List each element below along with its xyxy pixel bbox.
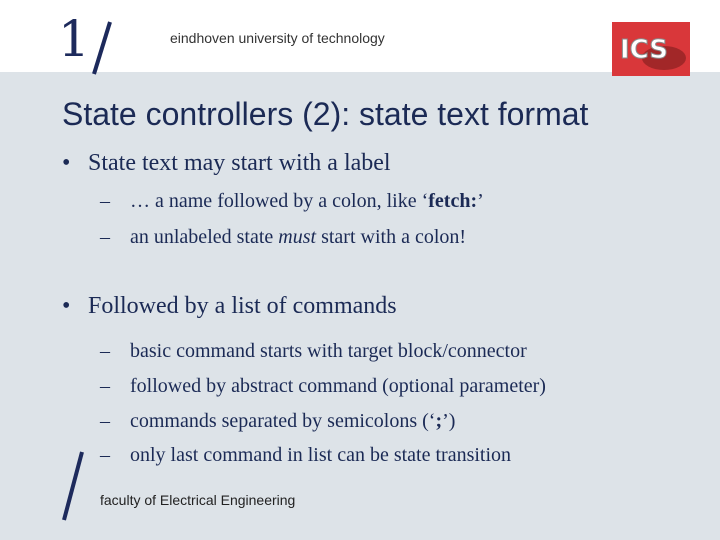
sub-dash: – [100, 226, 110, 248]
sub-dash: – [100, 375, 110, 397]
ics-logo [612, 22, 690, 76]
university-name: eindhoven university of technology [170, 30, 385, 46]
sub-text [130, 226, 466, 249]
sub-text-part: an unlabeled state [130, 226, 279, 248]
faculty-name: faculty of Electrical Engineering [100, 492, 296, 508]
sub-text: basic command starts with target block/connector [130, 340, 527, 362]
sub-text: only last command in list can be state transition [130, 444, 512, 466]
tue-logo-number: 1 [58, 10, 90, 68]
sub-text-part: ’) [442, 410, 456, 432]
bullet-dot: • [62, 293, 71, 319]
footer-slash-icon [58, 450, 88, 522]
slide-title: State controllers (2): state text format [62, 96, 589, 132]
sub-text-bold: fetch: [428, 190, 478, 212]
ics-logo-graphic [612, 22, 690, 76]
ics-logo-text: ICS [620, 35, 668, 65]
sub-text-part: commands separated by semicolons (‘ [130, 410, 436, 432]
tue-logo-slash-icon [88, 18, 118, 78]
sub-dash: – [100, 190, 110, 212]
sub-text-italic: must [278, 226, 317, 248]
sub-text-part: … a name followed by a colon, like ‘ [130, 190, 429, 212]
sub-dash: – [100, 444, 110, 466]
sub-text [130, 410, 455, 433]
sub-dash: – [100, 340, 110, 362]
sub-text [130, 190, 484, 213]
sub-text-part: ’ [477, 190, 484, 212]
bullet-text: Followed by a list of commands [88, 293, 397, 319]
bullet-dot: • [62, 150, 71, 176]
bullet-text: State text may start with a label [88, 150, 391, 176]
sub-dash: – [100, 410, 110, 432]
sub-text-part: start with a colon! [316, 226, 467, 248]
sub-text-bold: ; [435, 410, 443, 432]
sub-text: followed by abstract command (optional parameter) [130, 375, 546, 397]
